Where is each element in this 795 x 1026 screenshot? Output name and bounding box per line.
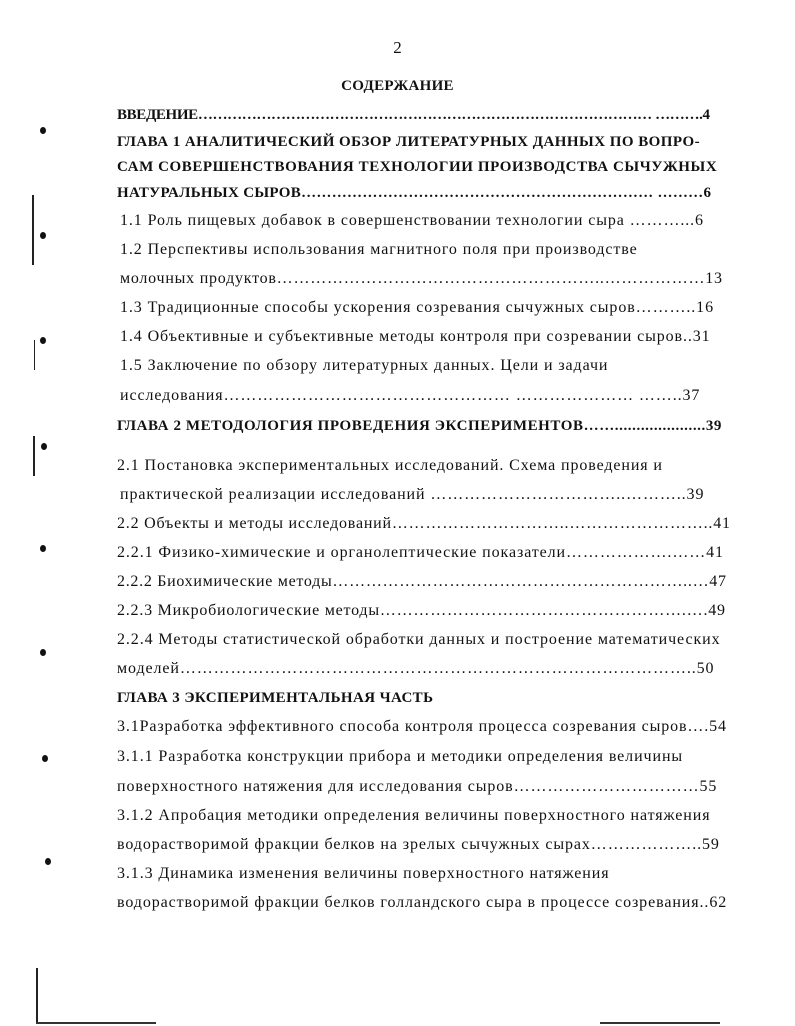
- margin-scan-line: [33, 436, 35, 476]
- toc-entry-3-1-1-line-2: поверхностного натяжения для исследования сыров……………………………55: [117, 778, 718, 795]
- margin-scan-line: [32, 195, 34, 265]
- toc-chapter-1-line-2: САМ СОВЕРШЕНСТВОВАНИЯ ТЕХНОЛОГИИ ПРОИЗВОДСТВА СЫЧУЖНЫХ: [117, 159, 718, 175]
- toc-entry-2-2-4-line-1: 2.2.4 Методы статистической обработки данных и построение математических: [117, 631, 721, 648]
- toc-entry-2-1-line-1: 2.1 Постановка экспериментальных исследований. Схема проведения и: [117, 457, 663, 474]
- toc-chapter-1-line-1: ГЛАВА 1 АНАЛИТИЧЕСКИЙ ОБЗОР ЛИТЕРАТУРНЫХ ДАННЫХ ПО ВОПРО-: [117, 134, 701, 150]
- binding-hole-mark: [45, 858, 51, 865]
- toc-entry-1-1: 1.1 Роль пищевых добавок в совершенствовании технологии сыра ………...6: [120, 212, 704, 229]
- binding-hole-mark: [40, 127, 46, 134]
- toc-entry-3-1-3-line-2: водорастворимой фракции белков голландского сыра в процессе созревания..62: [117, 894, 728, 911]
- toc-entry-1-2-line-2: молочных продуктов…………………………………………………..………………13: [120, 270, 723, 287]
- page-title: СОДЕРЖАНИЕ: [341, 78, 454, 94]
- toc-entry-introduction: ВВЕДЕНИЕ………………………………………………………………………………… ……….4: [117, 107, 710, 123]
- toc-entry-2-2-3: 2.2.3 Микробиологические методы……………………………………………….….49: [117, 602, 726, 619]
- toc-entry-1-5-line-2: исследования…………………………………………… ………………… ……..37: [120, 387, 701, 404]
- toc-entry-1-5-line-1: 1.5 Заключение по обзору литературных данных. Цели и задачи: [120, 357, 609, 374]
- toc-chapter-2: ГЛАВА 2 МЕТОДОЛОГИЯ ПРОВЕДЕНИЯ ЭКСПЕРИМЕНТОВ…….....................39: [117, 418, 722, 434]
- toc-entry-2-2-4-line-2: моделей………………………………………………………………………………..50: [117, 660, 715, 677]
- toc-entry-3-1-2-line-1: 3.1.2 Апробация методики определения величины поверхностного натяжения: [117, 807, 711, 824]
- toc-entry-1-4: 1.4 Объективные и субъективные методы контроля при созревании сыров..31: [120, 328, 711, 345]
- binding-hole-mark: [40, 232, 46, 239]
- binding-hole-mark: [40, 649, 46, 656]
- binding-hole-mark: [42, 755, 48, 762]
- toc-entry-3-1-1-line-1: 3.1.1 Разработка конструкции прибора и методики определения величины: [117, 748, 684, 765]
- toc-chapter-3: ГЛАВА 3 ЭКСПЕРИМЕНТАЛЬНАЯ ЧАСТЬ: [117, 690, 434, 706]
- toc-entry-2-1-line-2: практической реализации исследований ……………………………..………..39: [120, 486, 705, 503]
- toc-entry-3-1-3-line-1: 3.1.3 Динамика изменения величины поверхностного натяжения: [117, 865, 610, 882]
- toc-entry-1-3: 1.3 Традиционные способы ускорения созревания сычужных сыров………..16: [120, 299, 714, 316]
- bottom-scan-line: [600, 1022, 720, 1024]
- toc-entry-2-2-2: 2.2.2 Биохимические методы………………………………………………………..…47: [117, 573, 727, 590]
- toc-entry-1-2-line-1: 1.2 Перспективы использования магнитного поля при производстве: [120, 241, 638, 258]
- binding-hole-mark: [40, 545, 46, 552]
- margin-scan-line: [36, 968, 38, 1023]
- margin-scan-line: [34, 340, 35, 370]
- toc-entry-3-1: 3.1Разработка эффективного способа контроля процесса созревания сыров….54: [117, 718, 727, 735]
- bottom-scan-line: [36, 1022, 156, 1024]
- toc-entry-2-2-1: 2.2.1 Физико-химические и органолептические показатели……………….……41: [117, 544, 724, 561]
- page-number: 2: [393, 38, 402, 57]
- binding-hole-mark: [41, 443, 47, 450]
- toc-chapter-1-line-3: НАТУРАЛЬНЫХ СЫРОВ…………………………………………………………… ………6: [117, 185, 712, 201]
- binding-hole-mark: [40, 337, 46, 344]
- toc-entry-3-1-2-line-2: водорастворимой фракции белков на зрелых сычужных сырах………………..59: [117, 836, 720, 853]
- toc-entry-2-2: 2.2 Объекты и методы исследований…………………………..……………………..41: [117, 515, 731, 532]
